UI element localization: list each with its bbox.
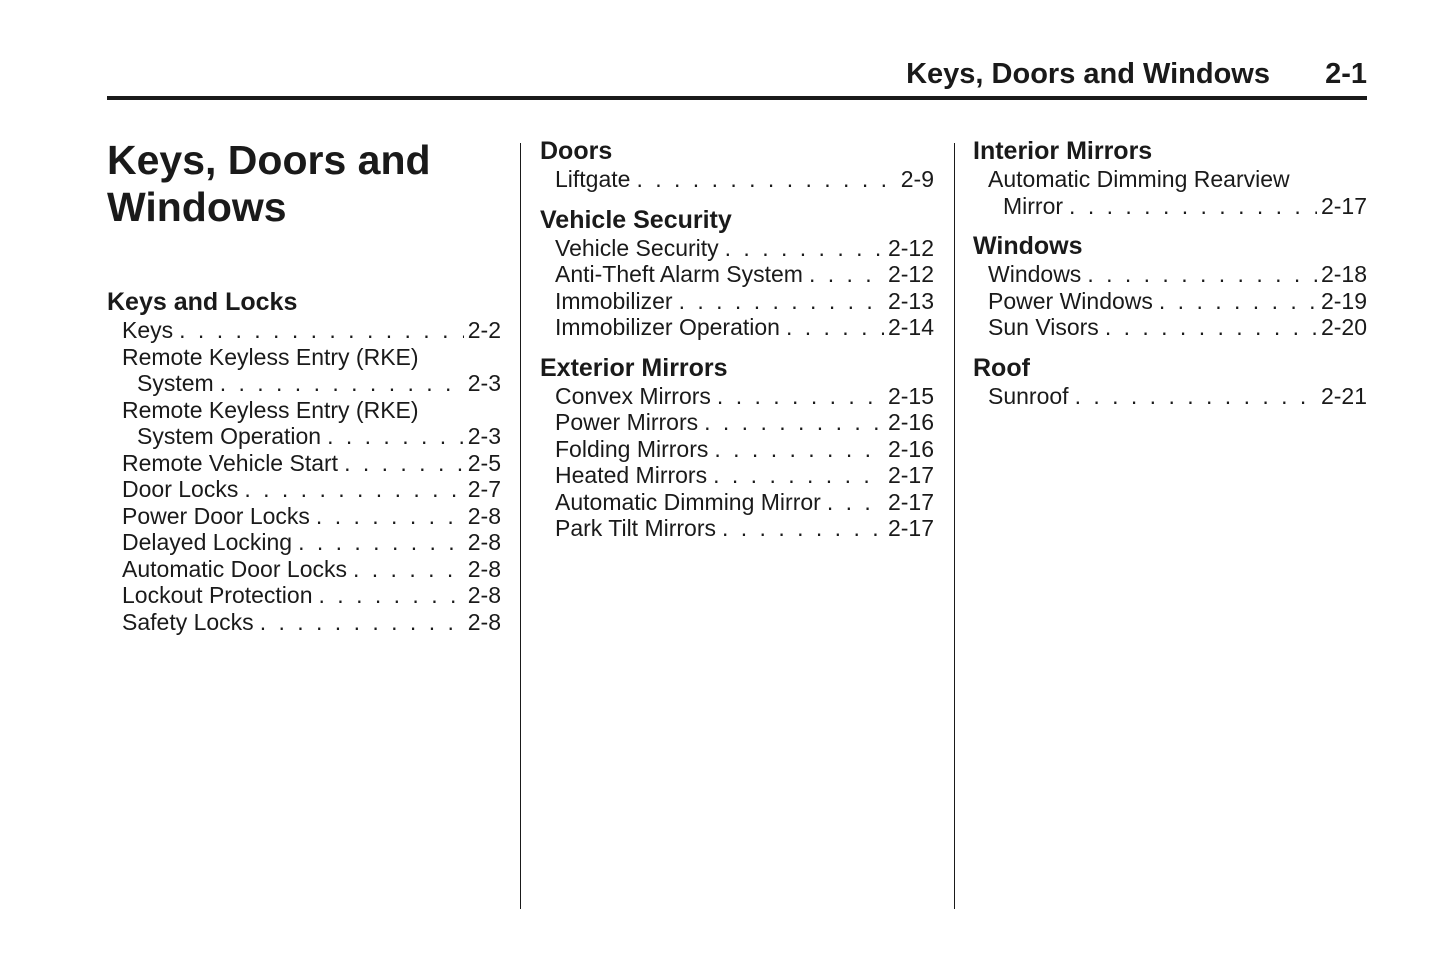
toc-entry-page-number: 2-13 [887, 287, 934, 314]
toc-entry-page-number: 2-3 [467, 370, 501, 396]
toc-entry-page-number: 2-8 [467, 608, 501, 635]
toc-entry-page-number: 2-16 [887, 409, 934, 435]
toc-entry-page-number: 2-21 [1320, 382, 1367, 409]
toc-entry[interactable] [107, 503, 501, 530]
section-heading: Keys and Locks [107, 288, 298, 316]
dot-leader [260, 609, 464, 636]
toc-entry-page-number: 2-8 [467, 529, 501, 555]
toc-entry-label: Park Tilt Mirrors [555, 515, 716, 541]
toc-entry[interactable] [107, 529, 501, 556]
toc-section [540, 137, 934, 193]
toc-entry[interactable] [973, 383, 1367, 410]
toc-entry-page-number: 2-3 [467, 423, 501, 449]
dot-leader [327, 423, 464, 450]
column-divider [520, 143, 521, 909]
toc-entry-label: Liftgate [555, 166, 631, 192]
toc-entry-label: Power Mirrors [555, 409, 699, 435]
toc-entry[interactable] [540, 383, 934, 410]
chapter-title [107, 137, 501, 231]
toc-entry-page-number: 2-16 [887, 435, 934, 462]
toc-entry-label: Remote Vehicle Start [122, 449, 339, 476]
running-header-page-number: 2-1 [1325, 58, 1367, 90]
toc-entry-label: Windows [988, 261, 1082, 287]
toc-entry[interactable] [973, 261, 1367, 288]
dot-leader [1075, 383, 1317, 410]
dot-leader [679, 288, 884, 315]
dot-leader [786, 314, 884, 341]
dot-leader [704, 409, 884, 436]
toc-entry[interactable] [107, 344, 501, 397]
toc-entry-label-continued: System Operation [137, 423, 322, 449]
toc-entry[interactable] [540, 515, 934, 542]
chapter-title-line-1: Keys, Doors and [107, 137, 431, 183]
section-heading: Interior Mirrors [973, 137, 1153, 165]
toc-entry-label: Anti-Theft Alarm System [555, 261, 803, 287]
chapter-title-line-2: Windows [107, 184, 287, 230]
toc-entry[interactable] [973, 314, 1367, 341]
toc-column-2 [540, 137, 934, 542]
toc-section [107, 288, 501, 635]
toc-column-1 [107, 137, 501, 635]
toc-entry-page-number: 2-17 [887, 488, 934, 515]
dot-leader [713, 462, 884, 489]
section-heading: Doors [540, 137, 613, 165]
toc-entry-label: Immobilizer [555, 287, 673, 314]
running-header [107, 58, 1367, 100]
toc-entry-label: Delayed Locking [122, 529, 293, 555]
toc-entry[interactable] [540, 288, 934, 315]
toc-entry-label: Heated Mirrors [555, 462, 708, 488]
toc-entry-label: Immobilizer Operation [555, 314, 780, 340]
dot-leader [722, 515, 884, 542]
toc-entry[interactable] [107, 556, 501, 583]
toc-entry[interactable] [107, 317, 501, 344]
dot-leader [319, 582, 464, 609]
toc-entry[interactable] [107, 609, 501, 636]
dot-leader [809, 261, 884, 288]
toc-entry[interactable] [540, 436, 934, 463]
toc-entry-page-number: 2-19 [1320, 287, 1367, 314]
toc-entry-page-number: 2-17 [1320, 192, 1367, 219]
dot-leader [827, 489, 884, 516]
toc-entry-page-number: 2-18 [1320, 261, 1367, 287]
toc-section [973, 232, 1367, 341]
toc-entry-label: Folding Mirrors [555, 435, 709, 462]
toc-entry-label: Door Locks [122, 476, 239, 502]
toc-entry[interactable] [540, 314, 934, 341]
toc-entry-page-number: 2-9 [900, 166, 934, 192]
toc-entry[interactable] [540, 261, 934, 288]
toc-entry-label: Remote Keyless Entry (RKE) [122, 343, 419, 370]
toc-entry[interactable] [973, 288, 1367, 315]
toc-entry-page-number: 2-5 [467, 449, 501, 476]
dot-leader [1159, 288, 1317, 315]
toc-entry-label: Automatic Door Locks [122, 555, 347, 582]
toc-entry-page-number: 2-8 [467, 502, 501, 529]
toc-entry-page-number: 2-12 [887, 234, 934, 261]
dot-leader [725, 235, 884, 262]
column-divider [954, 143, 955, 909]
toc-entry-label: Safety Locks [122, 608, 254, 635]
toc-entry-page-number: 2-15 [887, 382, 934, 409]
toc-entry-page-number: 2-20 [1320, 314, 1367, 340]
toc-section [540, 206, 934, 341]
toc-entry[interactable] [973, 166, 1367, 219]
toc-entry-page-number: 2-2 [467, 317, 501, 343]
dot-leader [179, 317, 464, 344]
toc-entry[interactable] [107, 582, 501, 609]
section-heading: Roof [973, 353, 1030, 382]
toc-entry[interactable] [107, 476, 501, 503]
section-heading: Exterior Mirrors [540, 353, 728, 382]
toc-entry-label: Sun Visors [988, 314, 1099, 340]
toc-entry-page-number: 2-14 [887, 314, 934, 340]
toc-entry-label: Convex Mirrors [555, 382, 711, 409]
dot-leader [1087, 261, 1317, 288]
dot-leader [353, 556, 464, 583]
toc-entry-label: Lockout Protection [122, 582, 313, 608]
dot-leader [717, 383, 884, 410]
toc-entry[interactable] [107, 397, 501, 450]
toc-entry[interactable] [540, 235, 934, 262]
toc-entry-page-number: 2-12 [887, 261, 934, 287]
dot-leader [1069, 193, 1317, 220]
toc-entry-label: Vehicle Security [555, 234, 719, 261]
toc-entry-label: Keys [122, 317, 174, 343]
toc-entry-label: Automatic Dimming Mirror [555, 488, 821, 515]
toc-entry-label: Power Windows [988, 287, 1153, 314]
toc-entry-page-number: 2-7 [467, 476, 501, 502]
section-heading: Vehicle Security [540, 205, 732, 234]
toc-entry[interactable] [540, 166, 934, 193]
dot-leader [636, 166, 896, 193]
toc-entry-page-number: 2-17 [887, 462, 934, 488]
dot-leader [1105, 314, 1317, 341]
toc-entry-label: Automatic Dimming Rearview [988, 166, 1290, 192]
toc-entry-label-continued: System [137, 370, 214, 396]
dot-leader [220, 370, 464, 397]
dot-leader [714, 436, 884, 463]
toc-entry[interactable] [107, 450, 501, 477]
toc-section [973, 137, 1367, 219]
toc-section [973, 354, 1367, 410]
toc-column-3 [973, 137, 1367, 409]
running-header-title: Keys, Doors and Windows [906, 58, 1270, 90]
dot-leader [316, 503, 464, 530]
toc-entry-label-continued: Mirror [1003, 192, 1064, 219]
toc-section [540, 354, 934, 542]
toc-entry[interactable] [540, 409, 934, 436]
toc-entry-page-number: 2-8 [467, 555, 501, 582]
section-heading: Windows [973, 232, 1083, 260]
toc-entry-label: Sunroof [988, 382, 1069, 409]
dot-leader [244, 476, 463, 503]
toc-entry-label: Remote Keyless Entry (RKE) [122, 396, 419, 423]
toc-entry[interactable] [540, 489, 934, 516]
dot-leader [344, 450, 464, 477]
dot-leader [298, 529, 464, 556]
toc-entry[interactable] [540, 462, 934, 489]
toc-entry-page-number: 2-17 [887, 515, 934, 541]
toc-entry-page-number: 2-8 [467, 582, 501, 608]
toc-entry-label: Power Door Locks [122, 502, 310, 529]
